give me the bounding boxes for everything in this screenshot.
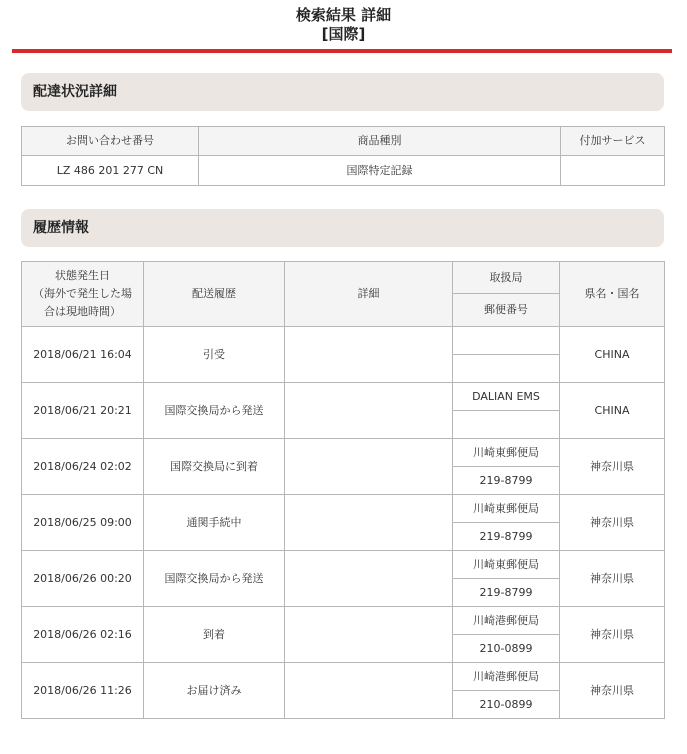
column-header-status: 配送履歴 — [144, 262, 285, 327]
page-title-main: 検索結果 詳細 — [295, 6, 392, 24]
event-region: CHINA — [560, 383, 665, 439]
column-header-product-type: 商品種別 — [199, 127, 561, 156]
event-office: 川崎東郵便局 — [453, 551, 560, 579]
event-postal-code — [453, 411, 560, 439]
column-header-datetime: 状態発生日 （海外で発生した場 合は現地時間） — [22, 262, 144, 327]
event-postal-code: 219-8799 — [453, 523, 560, 551]
column-header-postal-code: 郵便番号 — [453, 294, 560, 327]
event-detail — [285, 439, 453, 495]
column-header-detail: 詳細 — [285, 262, 453, 327]
column-header-tracking-number: お問い合わせ番号 — [22, 127, 199, 156]
event-detail — [285, 607, 453, 663]
event-status: 国際交換局から発送 — [144, 551, 285, 607]
table-row — [22, 495, 665, 523]
table-row — [22, 663, 665, 691]
event-detail — [285, 663, 453, 719]
event-status: お届け済み — [144, 663, 285, 719]
title-divider — [12, 49, 672, 53]
event-office: 川崎港郵便局 — [453, 607, 560, 635]
event-detail — [285, 327, 453, 383]
table-row — [22, 439, 665, 467]
event-detail — [285, 551, 453, 607]
table-row — [22, 156, 665, 186]
table-row — [22, 383, 665, 411]
product-type: 国際特定記録 — [199, 156, 561, 186]
event-postal-code: 210-0899 — [453, 691, 560, 719]
event-postal-code: 210-0899 — [453, 635, 560, 663]
event-region: 神奈川県 — [560, 663, 665, 719]
event-office: 川崎東郵便局 — [453, 495, 560, 523]
additional-service — [561, 156, 665, 186]
event-office — [453, 327, 560, 355]
event-postal-code — [453, 355, 560, 383]
event-region: 神奈川県 — [560, 439, 665, 495]
event-status: 国際交換局に到着 — [144, 439, 285, 495]
event-status: 国際交換局から発送 — [144, 383, 285, 439]
event-office: DALIAN EMS — [453, 383, 560, 411]
history-table — [21, 261, 665, 719]
event-region: 神奈川県 — [560, 607, 665, 663]
event-datetime: 2018/06/26 02:16 — [22, 607, 144, 663]
history-heading: 履歴情報 — [21, 209, 664, 247]
table-row — [22, 327, 665, 355]
event-office: 川崎港郵便局 — [453, 663, 560, 691]
delivery-summary-table — [21, 126, 665, 186]
page-title — [0, 0, 687, 44]
event-detail — [285, 383, 453, 439]
table-row — [22, 551, 665, 579]
event-postal-code: 219-8799 — [453, 467, 560, 495]
event-datetime: 2018/06/26 11:26 — [22, 663, 144, 719]
table-row — [22, 607, 665, 635]
event-region: 神奈川県 — [560, 495, 665, 551]
event-office: 川崎東郵便局 — [453, 439, 560, 467]
event-postal-code: 219-8799 — [453, 579, 560, 607]
page-title-category: [国際] — [321, 25, 366, 43]
event-region: 神奈川県 — [560, 551, 665, 607]
event-status: 引受 — [144, 327, 285, 383]
event-datetime: 2018/06/21 16:04 — [22, 327, 144, 383]
event-datetime: 2018/06/24 02:02 — [22, 439, 144, 495]
event-datetime: 2018/06/26 00:20 — [22, 551, 144, 607]
column-header-additional-service: 付加サービス — [561, 127, 665, 156]
event-status: 通関手続中 — [144, 495, 285, 551]
event-detail — [285, 495, 453, 551]
event-status: 到着 — [144, 607, 285, 663]
column-header-office: 取扱局 — [453, 262, 560, 294]
event-datetime: 2018/06/21 20:21 — [22, 383, 144, 439]
tracking-number: LZ 486 201 277 CN — [22, 156, 199, 186]
delivery-status-heading: 配達状況詳細 — [21, 73, 664, 111]
event-datetime: 2018/06/25 09:00 — [22, 495, 144, 551]
event-region: CHINA — [560, 327, 665, 383]
column-header-region: 県名・国名 — [560, 262, 665, 327]
